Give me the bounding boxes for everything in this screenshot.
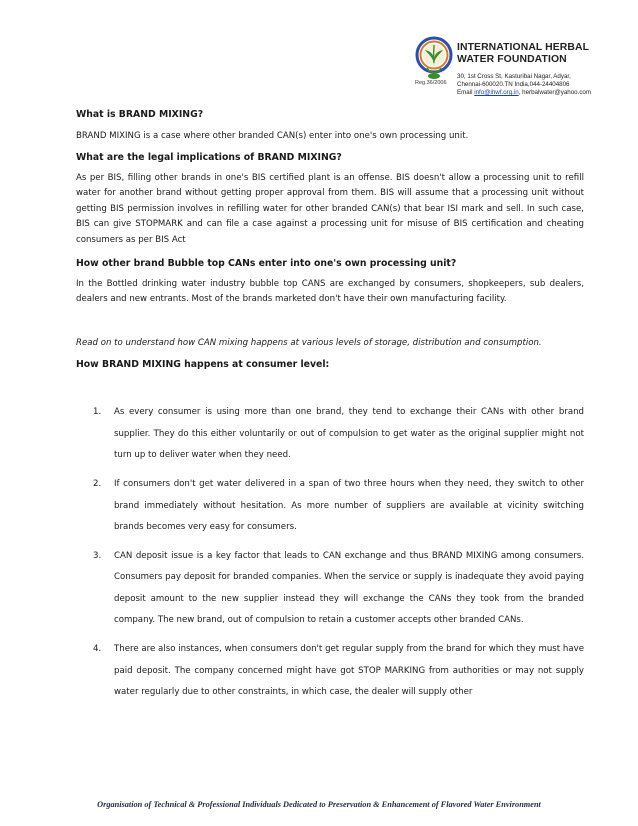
list-item-number: 4. [93, 644, 102, 655]
email-line [457, 89, 591, 97]
letterhead [414, 36, 619, 106]
list-item-text: There are also instances, when consumers don't get regular supply from the brand for which they must have paid deposit. The company concerned might have got STOP MARKING from authorities or may not supply water regularly due to other constraints, in which case, the dealer will supply other [114, 644, 584, 697]
email-label: Email [457, 89, 473, 97]
address-line2: Chennai-600020.TN India,044-24404806 [457, 81, 570, 89]
list-item [76, 546, 584, 631]
email-secondary: , herbalwater@yahoo.com [518, 89, 592, 97]
registration-number: Reg.36/2006 [415, 80, 447, 86]
list-item [76, 639, 584, 703]
heading-how-cans-enter: How other brand Bubble top CANs enter into one's own processing unit? [76, 257, 457, 269]
document-body [76, 108, 584, 703]
list-item-text: As every consumer is using more than one brand, they tend to exchange their CANs with other brand supplier. They do this either voluntarily or out of compulsion to get water as the original supplier might not turn up to deliver water when they need. [114, 407, 584, 460]
foundation-logo-icon [414, 36, 454, 84]
organization-address [457, 73, 591, 98]
list-item [76, 402, 584, 466]
heading-consumer-level: How BRAND MIXING happens at consumer level: [76, 359, 330, 371]
paragraph-definition: BRAND MIXING is a case where other branded CAN(s) enter into one's own processing unit. [76, 131, 469, 141]
read-on-note: Read on to understand how CAN mixing happens at various levels of storage, distribution and consumption. [76, 337, 542, 348]
list-item-number: 1. [93, 407, 102, 418]
consumer-points-list [76, 402, 584, 703]
list-item [76, 474, 584, 538]
address-line1: 30, 1st Cross St, Kasturibai Nagar, Adyar, [457, 73, 571, 80]
page-footer: Organisation of Technical & Professional Individuals Dedicated to Preservation & Enhancement of Flavored Water Environment [97, 800, 541, 809]
paragraph-legal-implications: As per BIS, filling other brands in one's BIS certified plant is an offense. BIS doesn't allow a processing unit to refill water for another brand without getting proper approval from them. BIS will assume that a processing unit without getting BIS permission involves in refilling water for other branded CAN(s) that bear ISI mark and sell. In such case, BIS can give STOPMARK and can file a case against a processing unit for misuse of BIS certification and cheating consumers as per BIS Act [76, 172, 584, 245]
paragraph-how-cans-enter: In the Bottled drinking water industry bubble top CANS are exchanged by consumers, shopkeepers, sub dealers, dealers and new entrants. Most of the brands marketed don't have their own manufacturing facility. [76, 278, 584, 305]
email-link-primary[interactable]: info@ihwf.org.in [474, 89, 519, 97]
heading-legal-implications: What are the legal implications of BRAND MIXING? [76, 151, 342, 163]
list-item-text: CAN deposit issue is a key factor that leads to CAN exchange and thus BRAND MIXING among consumers. Consumers pay deposit for branded companies. When the service or supply is inadequate they avoid paying deposit amount to the new supplier instead they will exchange the CANs they took from the branded company. The new brand, out of compulsion to retain a customer accepts other branded CANs. [114, 551, 584, 626]
organization-name [457, 42, 589, 66]
heading-what-is-brand-mixing: What is BRAND MIXING? [76, 109, 204, 120]
list-item-text: If consumers don't get water delivered in a span of two three hours when they need, they switch to other brand immediately without hesitation. As more number of suppliers are available at vicinity switching brands becomes very easy for consumers. [114, 479, 584, 532]
org-name-line1: INTERNATIONAL HERBAL [457, 42, 590, 53]
org-name-line2: WATER FOUNDATION [457, 54, 567, 65]
list-item-number: 2. [93, 479, 102, 490]
list-item-number: 3. [93, 551, 102, 562]
